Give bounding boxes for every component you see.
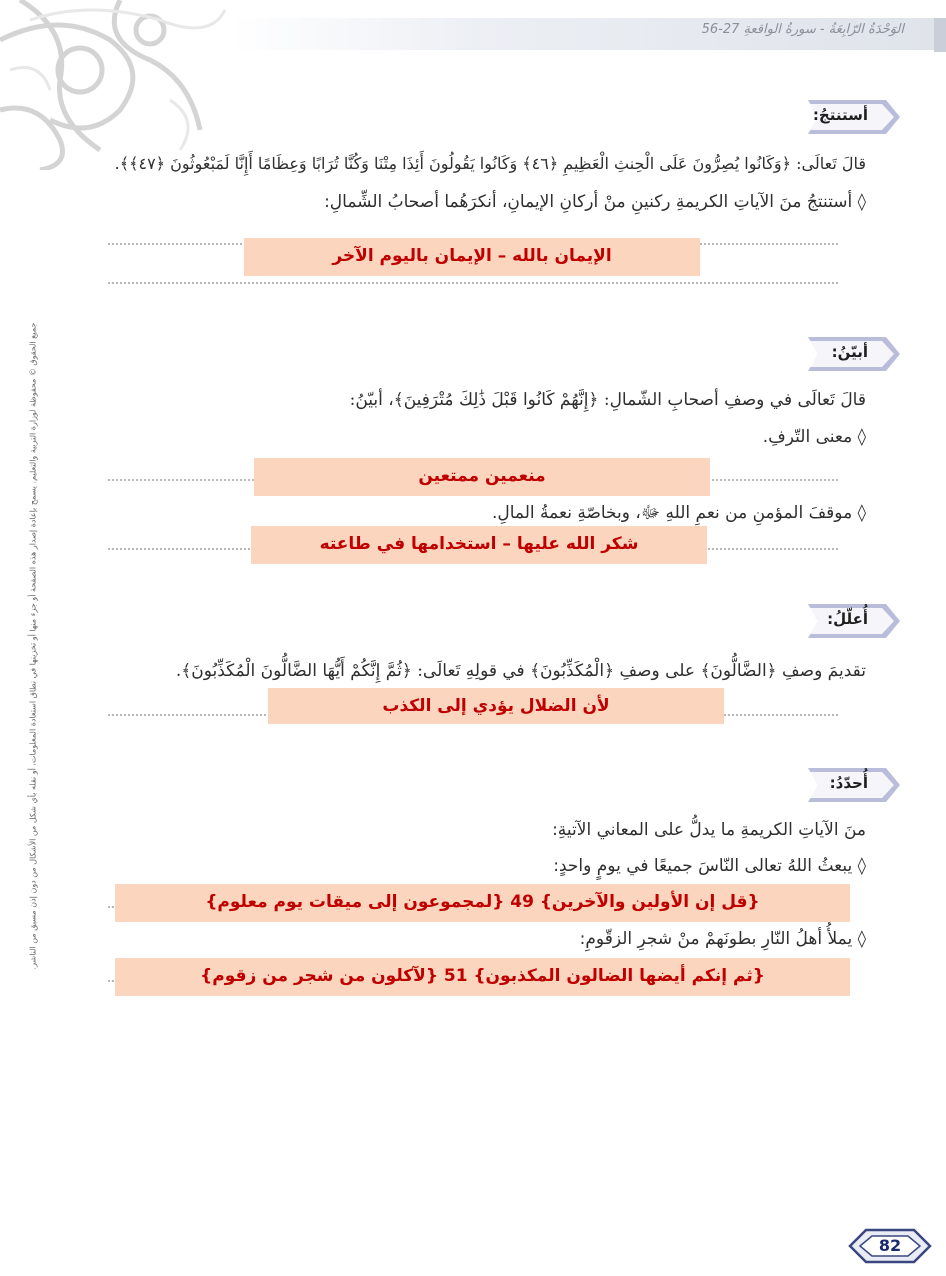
copyright-note: جميع الحقوق © محفوظة لوزارة التربية والتعليم. يسمح بإعادة إصدار هذه الصفحة أو جزء منها أو تخزينها في نطاق استعادة المعلومات، أو نقله بأي شكل من الأشكال من دون إذن مسبق من الناشر.	[28, 322, 38, 970]
answer-line	[108, 282, 838, 284]
verse-46-47: قالَ تَعالَى: ﴿وَكَانُوا يُصِرُّونَ عَلَى الْحِنثِ الْعَظِيمِ ﴿٤٦﴾ وَكَانُوا يَقُولُونَ أَئِذَا مِتْنَا وَكُنَّا تُرَابًا وَعِظَامًا أَإِنَّا لَمَبْعُوثُونَ ﴿٤٧﴾﴾.	[114, 154, 866, 173]
answer-zaqqum: {ثم إنكم أيضها الضالون المكذبون} 51 {لآكلون من شجر من زقوم}	[115, 958, 850, 996]
answer-justify: لأن الضلال يؤدي إلى الكذب	[268, 688, 724, 724]
answer-resurrection: {قل إن الأولين والآخرين} 49 {لمجموعون إلى ميقات يوم معلوم}	[115, 884, 850, 922]
section-label-determine: أُحدّدُ:	[829, 774, 868, 792]
section-label-justify: أُعلّلُ:	[827, 610, 868, 628]
header-tab	[934, 18, 946, 52]
intro-determine: منَ الآياتِ الكريمةِ ما يدلُّ على المعاني الآتيةِ:	[552, 820, 866, 840]
question-justify: تقديمَ وصفِ ﴿الضَّالُّونَ﴾ على وصفِ ﴿الْمُكَذِّبُونَ﴾ في قولِهِ تَعالَى: ﴿ثُمَّ إِنَّكُمْ أَيُّهَا الضَّالُّونَ الْمُكَذِّبُونَ﴾.	[175, 661, 866, 681]
answer-conclude: الإيمان بالله – الإيمان باليوم الآخر	[244, 238, 700, 276]
question-zaqqum: ◊ يملأُ أهلُ النّارِ بطونَهمْ منْ شجرِ الزقّومِ:	[579, 929, 866, 949]
page-number: 82	[878, 1236, 902, 1255]
section-label-explain: أبيّنُ:	[831, 343, 868, 361]
question-resurrection: ◊ يبعثُ اللهُ تعالى النّاسَ جميعًا في يومٍ واحدٍ:	[553, 856, 866, 876]
answer-meaning-luxury: منعمين ممتعين	[254, 458, 710, 496]
question-meaning-luxury: ◊ معنى التّرفِ.	[762, 427, 866, 447]
question-conclude: ◊ أستنتجُ منَ الآياتِ الكريمةِ ركنينِ منْ أركانِ الإيمانِ، أنكرَهُما أصحابُ الشِّمالِ:	[324, 192, 866, 212]
corner-ornament	[0, 0, 230, 170]
question-believer-stance: ◊ موقفَ المؤمنِ من نعمِ اللهِ ﷻ، وبخاصّةِ نعمةُ المالِ.	[491, 503, 866, 523]
answer-believer-stance: شكر الله عليها – استخدامها في طاعته	[251, 526, 707, 564]
section-label-conclude: أستنتجُ:	[812, 106, 868, 124]
unit-title: الوَحْدَةُ الرّابِعَةُ - سورةُ الواقعةِ 27-56	[701, 22, 904, 37]
verse-45: قالَ تَعالَى في وصفِ أصحابِ الشّمالِ: ﴿إِنَّهُمْ كَانُوا قَبْلَ ذَٰلِكَ مُتْرَفِينَ﴾، أبيّنُ:	[349, 390, 866, 410]
